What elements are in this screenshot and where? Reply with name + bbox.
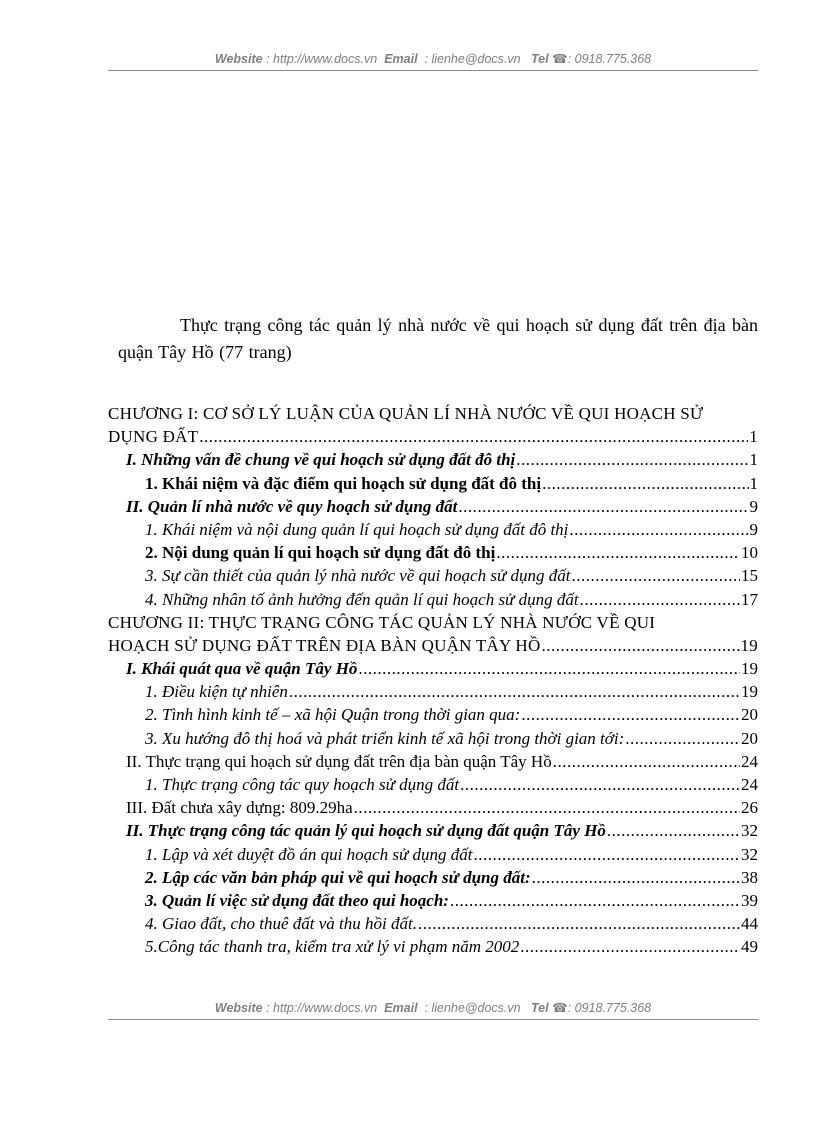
toc-chapter-1[interactable] bbox=[108, 402, 758, 448]
toc-page-number: 9 bbox=[749, 496, 758, 516]
toc-entry-text: 1. Khái niệm và nội dung quản lí qui hoạch sử dụng đất đô thị bbox=[145, 519, 569, 539]
dot-leader bbox=[354, 796, 740, 819]
toc-entry-text: 1. Lập và xét duyệt đồ án qui hoạch sử dụng đất bbox=[145, 844, 473, 864]
phone-icon: ☎ bbox=[552, 52, 568, 66]
dot-leader bbox=[532, 866, 740, 889]
toc-page-number: 26 bbox=[741, 798, 758, 818]
toc-page-number: 15 bbox=[741, 566, 758, 586]
dot-leader bbox=[607, 819, 740, 842]
toc-page-number: 32 bbox=[741, 844, 758, 864]
toc-page-number: 44 bbox=[741, 914, 758, 934]
header-tel-label: Tel bbox=[531, 52, 549, 66]
toc-entry-subsection[interactable] bbox=[108, 773, 758, 796]
toc-entry-text: 2. Tình hình kinh tế – xã hội Quận trong thời gian qua: bbox=[145, 705, 521, 725]
dot-leader bbox=[553, 750, 740, 773]
toc-page-number: 17 bbox=[741, 589, 758, 609]
header-email-value: : lienhe@docs.vn bbox=[424, 52, 521, 66]
toc-page-number: 1 bbox=[749, 427, 758, 447]
toc-entry-text: II. Thực trạng qui hoạch sử dụng đất trên địa bàn quận Tây Hồ bbox=[126, 751, 552, 771]
toc-page-number: 10 bbox=[741, 543, 758, 563]
phone-icon: ☎ bbox=[552, 1001, 568, 1015]
toc-entry-subsection[interactable] bbox=[108, 564, 758, 587]
dot-leader bbox=[521, 703, 740, 726]
footer-email-label: Email bbox=[384, 1001, 418, 1015]
toc-entry-text: 5.Công tác thanh tra, kiểm tra xử lý vi phạm năm 2002 bbox=[145, 937, 520, 957]
footer-website-label: Website bbox=[214, 1001, 263, 1015]
toc-entry-subsection[interactable] bbox=[108, 680, 758, 703]
toc-entry-text: 1. Thực trạng công tác quy hoạch sử dụng đất bbox=[145, 775, 460, 794]
toc-page-number: 9 bbox=[749, 519, 758, 539]
footer-website-url: : http://www.docs.vn bbox=[266, 1001, 378, 1015]
toc-entry-subsection[interactable] bbox=[108, 843, 758, 866]
toc-chapter-2-line2: HOẠCH SỬ DỤNG ĐẤT TRÊN ĐỊA BÀN QUẬN TÂY HỒ bbox=[108, 635, 541, 655]
toc-entry-section[interactable] bbox=[108, 819, 758, 842]
toc-entry-subsection[interactable] bbox=[108, 727, 758, 750]
toc-page-number: 32 bbox=[741, 821, 758, 841]
header-website-url: : http://www.docs.vn bbox=[266, 52, 378, 66]
dot-leader bbox=[450, 889, 740, 912]
toc-entry-text: 2. Lập các văn bản pháp qui về qui hoạch sử dụng đất: bbox=[145, 867, 531, 887]
footer-tel-label: Tel bbox=[531, 1001, 549, 1015]
dot-leader bbox=[474, 843, 740, 866]
toc-entry-text: I. Khái quát qua về quận Tây Hồ bbox=[126, 659, 358, 679]
toc-entry-subsection[interactable] bbox=[108, 912, 758, 935]
toc-page-number: 19 bbox=[741, 659, 758, 679]
toc-entry-section[interactable] bbox=[108, 495, 758, 518]
dot-leader bbox=[289, 680, 740, 703]
toc-entry-text: 3. Xu hướng đô thị hoá và phát triển kinh tế xã hội trong thời gian tới: bbox=[145, 728, 625, 748]
toc-entry-text: 1. Khái niệm và đặc điểm qui hoạch sử dụng đất đô thị bbox=[145, 473, 542, 493]
toc-page-number: 38 bbox=[741, 867, 758, 887]
dot-leader bbox=[516, 448, 748, 471]
toc-entry-text: 3. Quản lí việc sử dụng đất theo qui hoạch: bbox=[145, 890, 449, 910]
dot-leader bbox=[199, 425, 748, 448]
dot-leader bbox=[496, 541, 740, 564]
header-tel-value: : 0918.775.368 bbox=[567, 52, 652, 66]
toc-page-number: 19 bbox=[741, 682, 758, 702]
dot-leader bbox=[569, 518, 748, 541]
dot-leader bbox=[460, 773, 740, 796]
toc-entry-subsection[interactable] bbox=[108, 472, 758, 495]
toc-page-number: 1 bbox=[749, 450, 758, 470]
toc-entry-subsection[interactable] bbox=[108, 588, 758, 611]
page-footer bbox=[108, 1000, 758, 1015]
toc-entry-text: II. Quản lí nhà nước về quy hoạch sử dụng đất bbox=[126, 496, 458, 516]
dot-leader bbox=[625, 727, 740, 750]
toc-entry-text: 3. Sự cần thiết của quản lý nhà nước về qui hoạch sử dụng đất bbox=[145, 566, 571, 586]
dot-leader bbox=[418, 912, 740, 935]
toc-entry-subsection[interactable] bbox=[108, 889, 758, 912]
toc-entry-section[interactable] bbox=[108, 657, 758, 680]
toc-entry-text: 2. Nội dung quản lí qui hoạch sử dụng đất đô thị bbox=[145, 543, 496, 563]
toc-entry-section[interactable] bbox=[108, 448, 758, 471]
header-divider bbox=[108, 70, 758, 71]
dot-leader bbox=[571, 564, 740, 587]
toc-page-number: 20 bbox=[741, 705, 758, 725]
toc-entry-text: 1. Điều kiện tự nhiên bbox=[145, 682, 288, 702]
toc-entry-text: II. Thực trạng công tác quản lý qui hoạch sử dụng đất quận Tây Hồ bbox=[126, 821, 606, 841]
footer-divider bbox=[108, 1019, 758, 1020]
dot-leader bbox=[458, 495, 748, 518]
toc-entry-text: III. Đất chưa xây dựng: 809.29ha bbox=[126, 798, 353, 818]
toc-page-number: 24 bbox=[741, 775, 758, 794]
dot-leader bbox=[358, 657, 740, 680]
header-website-label: Website bbox=[214, 52, 263, 66]
toc-page-number: 20 bbox=[741, 728, 758, 748]
toc-chapter-2-line1: CHƯƠNG II: THỰC TRẠNG CÔNG TÁC QUẢN LÝ NHÀ NƯỚC VỀ QUI bbox=[108, 612, 656, 632]
toc-entry-section[interactable] bbox=[108, 750, 758, 773]
toc-page-number: 49 bbox=[741, 937, 758, 957]
footer-tel-value: : 0918.775.368 bbox=[567, 1001, 652, 1015]
document-title: Thực trạng công tác quản lý nhà nước về qui hoạch sử dụng đất trên địa bàn quận Tây Hồ (77 trang) bbox=[118, 315, 758, 362]
toc-page-number: 19 bbox=[740, 635, 758, 655]
toc-entry-subsection[interactable] bbox=[108, 518, 758, 541]
table-of-contents bbox=[108, 402, 758, 959]
toc-entry-text: 4. Giao đất, cho thuê đất và thu hồi đất. bbox=[145, 914, 417, 934]
toc-chapter-1-line1: CHƯƠNG I: CƠ SỞ LÝ LUẬN CỦA QUẢN LÍ NHÀ NƯỚC VỀ QUI HOẠCH SỬ bbox=[108, 404, 704, 423]
toc-entry-text: I. Những vấn đề chung về qui hoạch sử dụng đất đô thị bbox=[126, 450, 516, 470]
toc-entry-subsection[interactable] bbox=[108, 541, 758, 564]
dot-leader bbox=[580, 588, 740, 611]
toc-chapter-2[interactable] bbox=[108, 611, 758, 657]
dot-leader bbox=[520, 935, 740, 958]
dot-leader bbox=[542, 472, 748, 495]
page-header bbox=[108, 51, 758, 66]
toc-chapter-1-line2: DỤNG ĐẤT bbox=[108, 427, 199, 447]
dot-leader bbox=[542, 634, 740, 657]
toc-page-number: 39 bbox=[741, 890, 758, 910]
toc-entry-subsection[interactable] bbox=[108, 703, 758, 726]
toc-entry-subsection[interactable] bbox=[108, 935, 758, 958]
toc-page-number: 1 bbox=[749, 473, 758, 493]
toc-page-number: 24 bbox=[741, 751, 758, 771]
toc-entry-section[interactable] bbox=[108, 796, 758, 819]
header-email-label: Email bbox=[384, 52, 418, 66]
footer-email-value: : lienhe@docs.vn bbox=[424, 1001, 521, 1015]
toc-entry-subsection[interactable] bbox=[108, 866, 758, 889]
toc-entry-text: 4. Những nhân tố ảnh hưởng đến quản lí qui hoạch sử dụng đất bbox=[145, 589, 579, 609]
